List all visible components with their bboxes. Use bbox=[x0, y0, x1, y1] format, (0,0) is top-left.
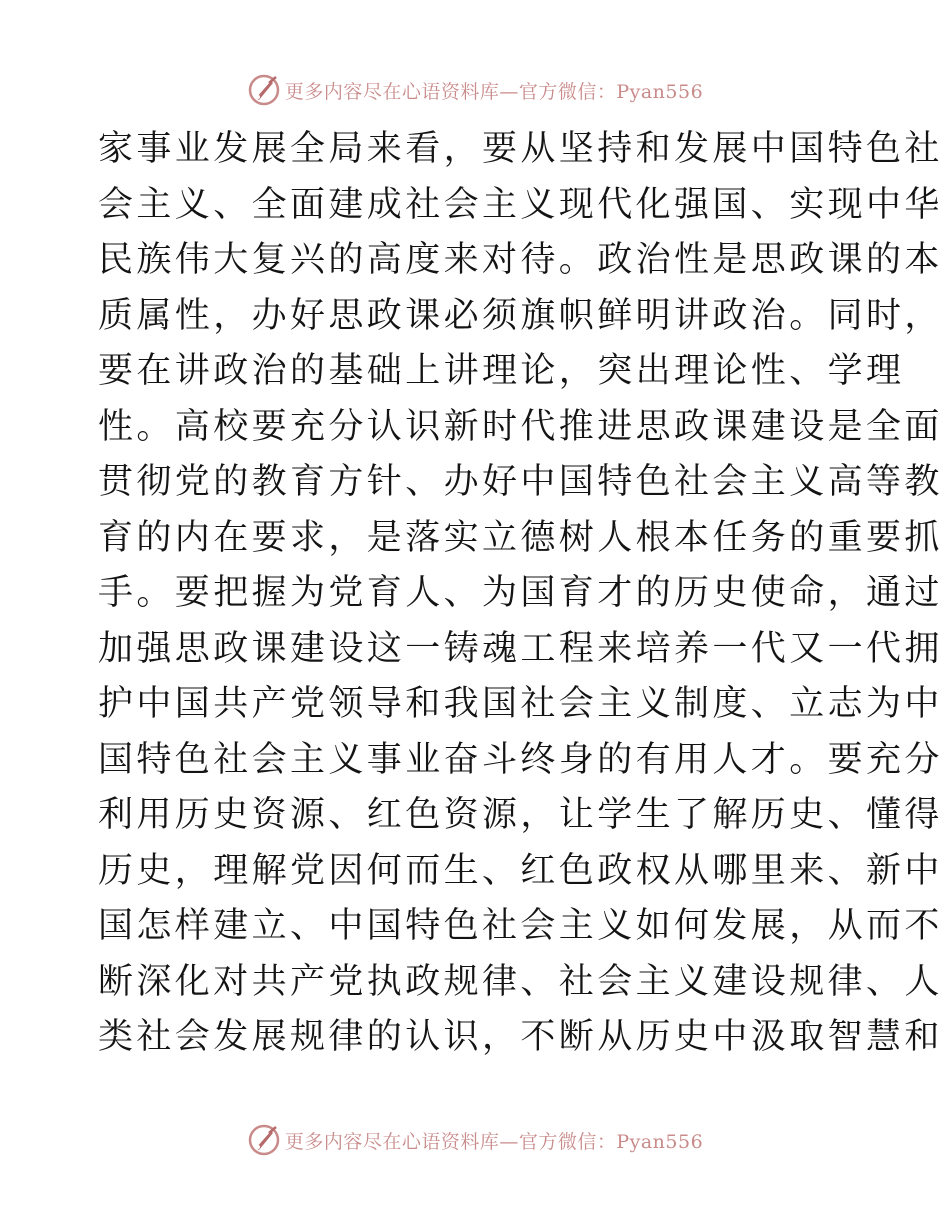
footer-banner bbox=[0, 1120, 950, 1160]
text-line: 会主义、全面建成社会主义现代化强国、实现中华 bbox=[98, 184, 943, 225]
text-line: 加强思政课建设这一铸魂工程来培养一代又一代拥 bbox=[98, 628, 943, 669]
text-line: 类社会发展规律的认识，不断从历史中汲取智慧和 bbox=[98, 1017, 943, 1057]
text-line: 利用历史资源、红色资源，让学生了解历史、懂得 bbox=[98, 795, 943, 835]
text-line: 历史，理解党因何而生、红色政权从哪里来、新中 bbox=[98, 850, 943, 891]
text-line: 要在讲政治的基础上讲理论，突出理论性、学理 bbox=[98, 351, 905, 391]
text-line: 手。要把握为党育人、为国育才的历史使命，通过 bbox=[98, 573, 943, 613]
text-line: 家事业发展全局来看，要从坚持和发展中国特色社 bbox=[98, 129, 943, 169]
text-line: 性。高校要充分认识新时代推进思政课建设是全面 bbox=[98, 406, 943, 447]
text-line: 国怎样建立、中国特色社会主义如何发展，从而不 bbox=[98, 906, 943, 946]
text-line: 质属性，办好思政课必须旗帜鲜明讲政治。同时， bbox=[98, 295, 943, 336]
text-line: 国特色社会主义事业奋斗终身的有用人才。要充分 bbox=[98, 739, 943, 780]
text-line: 贯彻党的教育方针、办好中国特色社会主义高等教 bbox=[98, 462, 943, 502]
header-banner bbox=[0, 70, 950, 110]
quill-pen-logo-icon bbox=[247, 73, 281, 107]
document-body bbox=[98, 122, 943, 1066]
quill-pen-logo-icon bbox=[247, 1123, 281, 1157]
text-line: 护中国共产党领导和我国社会主义制度、立志为中 bbox=[98, 684, 943, 724]
text-line: 育的内在要求，是落实立德树人根本任务的重要抓 bbox=[98, 517, 943, 558]
text-line: 断深化对共产党执政规律、社会主义建设规律、人 bbox=[98, 961, 943, 1002]
header-banner-text: 更多内容尽在心语资料库—官方微信：Pyan556 bbox=[284, 80, 704, 103]
footer-banner-text: 更多内容尽在心语资料库—官方微信：Pyan556 bbox=[284, 1130, 704, 1153]
text-line: 民族伟大复兴的高度来对待。政治性是思政课的本 bbox=[98, 240, 943, 280]
